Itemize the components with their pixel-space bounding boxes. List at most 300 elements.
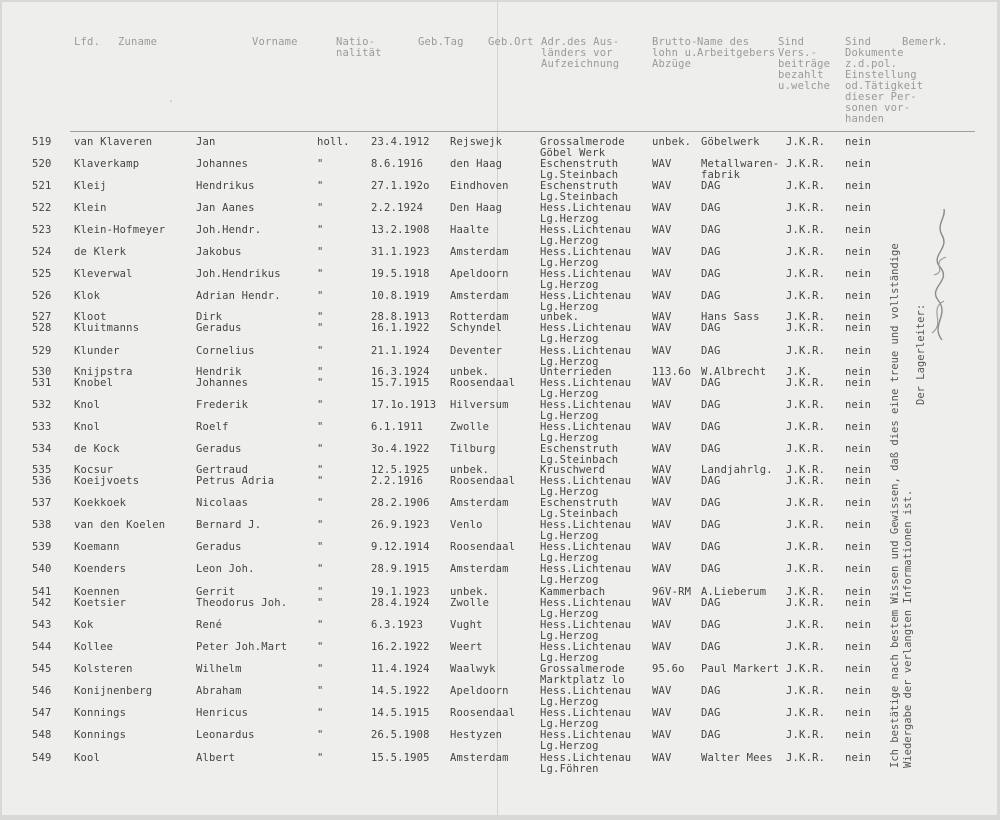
- gross-wage: WAV: [652, 497, 672, 509]
- documents-available: nein: [845, 366, 872, 378]
- address-line: Hess.Lichtenau: [540, 224, 632, 236]
- insurance-contributions: J.K.R.: [786, 464, 826, 476]
- insurance-contributions: J.K.R.: [786, 180, 826, 192]
- documents-available: nein: [845, 586, 872, 598]
- gross-wage: 95.6o: [652, 663, 685, 675]
- birth-place: Zwolle: [450, 421, 490, 433]
- address-line: Hess.Lichtenau: [540, 541, 632, 553]
- gross-wage: WAV: [652, 563, 672, 575]
- row-number: 542: [32, 597, 52, 609]
- surname: Koeijvoets: [74, 475, 140, 487]
- address-line: Hess.Lichtenau: [540, 475, 632, 487]
- address-line: Lg.Steinbach: [540, 169, 619, 181]
- documents-available: nein: [845, 685, 872, 697]
- birth-date: 19.1.1923: [371, 586, 430, 598]
- surname: van den Koelen: [74, 519, 166, 531]
- given-name: René: [196, 619, 223, 631]
- birth-place: Roosendaal: [450, 475, 516, 487]
- address-line: unbek.: [540, 311, 580, 323]
- insurance-contributions: J.K.R.: [786, 322, 826, 334]
- nationality: ": [317, 311, 324, 323]
- nationality: ": [317, 345, 324, 357]
- gross-wage: WAV: [652, 180, 672, 192]
- given-name: Hendrikus: [196, 180, 255, 192]
- address-line: Hess.Lichtenau: [540, 290, 632, 302]
- surname: de Kock: [74, 443, 120, 455]
- address-line: Hess.Lichtenau: [540, 597, 632, 609]
- surname: Kloot: [74, 311, 107, 323]
- given-name: Roelf: [196, 421, 229, 433]
- documents-available: nein: [845, 464, 872, 476]
- insurance-contributions: J.K.R.: [786, 729, 826, 741]
- surname: Kleij: [74, 180, 107, 192]
- gross-wage: 113.6o: [652, 366, 692, 378]
- birth-date: 16.1.1922: [371, 322, 430, 334]
- gross-wage: WAV: [652, 597, 672, 609]
- documents-available: nein: [845, 519, 872, 531]
- gross-wage: WAV: [652, 158, 672, 170]
- row-number: 541: [32, 586, 52, 598]
- surname: Klok: [74, 290, 101, 302]
- nationality: ": [317, 377, 324, 389]
- documents-available: nein: [845, 399, 872, 411]
- address-line: Eschenstruth: [540, 158, 619, 170]
- surname: Kocsur: [74, 464, 114, 476]
- birth-date: 23.4.1912: [371, 136, 430, 148]
- nationality: ": [317, 729, 324, 741]
- employer-line: DAG: [701, 345, 721, 357]
- given-name: Leonardus: [196, 729, 255, 741]
- gross-wage: WAV: [652, 399, 672, 411]
- gross-wage: WAV: [652, 752, 672, 764]
- address-line: Hess.Lichtenau: [540, 345, 632, 357]
- address-line: Lg.Herzog: [540, 630, 599, 642]
- address-line: Hess.Lichtenau: [540, 377, 632, 389]
- header-bemerkungen: Bemerk.: [902, 36, 948, 48]
- employer-line: DAG: [701, 246, 721, 258]
- birth-place: Amsterdam: [450, 246, 509, 258]
- surname: Koenders: [74, 563, 127, 575]
- header-brutto: Brutto- lohn u. Abzüge: [652, 36, 698, 70]
- address-line: Hess.Lichtenau: [540, 322, 632, 334]
- employer-line: DAG: [701, 377, 721, 389]
- row-number: 527: [32, 311, 52, 323]
- employer-line: Landjahrlg.: [701, 464, 773, 476]
- insurance-contributions: J.K.R.: [786, 268, 826, 280]
- surname: Knijpstra: [74, 366, 133, 378]
- gross-wage: WAV: [652, 729, 672, 741]
- address-line: Lg.Herzog: [540, 235, 599, 247]
- gross-wage: WAV: [652, 685, 672, 697]
- birth-place: unbek.: [450, 586, 490, 598]
- birth-date: 31.1.1923: [371, 246, 430, 258]
- nationality: ": [317, 586, 324, 598]
- documents-available: nein: [845, 475, 872, 487]
- address-line: Lg.Herzog: [540, 279, 599, 291]
- gross-wage: WAV: [652, 443, 672, 455]
- nationality: ": [317, 290, 324, 302]
- insurance-contributions: J.K.R.: [786, 563, 826, 575]
- row-number: 543: [32, 619, 52, 631]
- header-arbeitgeber: Name des Arbeitgebers: [697, 36, 776, 59]
- surname: Kolsteren: [74, 663, 133, 675]
- birth-date: 26.5.1908: [371, 729, 430, 741]
- address-line: Lg.Föhren: [540, 763, 599, 775]
- documents-available: nein: [845, 707, 872, 719]
- gross-wage: WAV: [652, 202, 672, 214]
- documents-available: nein: [845, 443, 872, 455]
- row-number: 537: [32, 497, 52, 509]
- address-line: Hess.Lichtenau: [540, 246, 632, 258]
- insurance-contributions: J.K.R.: [786, 519, 826, 531]
- row-number: 525: [32, 268, 52, 280]
- address-line: Lg.Herzog: [540, 552, 599, 564]
- given-name: Joh.Hendrikus: [196, 268, 281, 280]
- nationality: ": [317, 246, 324, 258]
- address-line: Hess.Lichtenau: [540, 268, 632, 280]
- gross-wage: WAV: [652, 268, 672, 280]
- stray-mark: ·: [168, 96, 175, 108]
- documents-available: nein: [845, 729, 872, 741]
- row-number: 540: [32, 563, 52, 575]
- header-name: Zuname: [118, 36, 158, 48]
- birth-date: 14.5.1915: [371, 707, 430, 719]
- documents-available: nein: [845, 421, 872, 433]
- employer-line: Walter Mees: [701, 752, 773, 764]
- birth-place: unbek.: [450, 366, 490, 378]
- header-dokumente: Sind Dokumente z.d.pol. Einstellung od.Tätigkeit dieser Per- sonen vor- handen: [845, 36, 924, 125]
- employer-line: DAG: [701, 399, 721, 411]
- birth-place: Apeldoorn: [450, 685, 509, 697]
- gross-wage: 96V-RM: [652, 586, 692, 598]
- certification-text: [889, 243, 915, 768]
- address-line: Lg.Herzog: [540, 718, 599, 730]
- gross-wage: unbek.: [652, 136, 692, 148]
- documents-available: nein: [845, 541, 872, 553]
- given-name: Johannes: [196, 158, 249, 170]
- surname: Klein-Hofmeyer: [74, 224, 166, 236]
- address-line: Eschenstruth: [540, 443, 619, 455]
- birth-date: 21.1.1924: [371, 345, 430, 357]
- nationality: ": [317, 541, 324, 553]
- gross-wage: WAV: [652, 377, 672, 389]
- address-line: Lg.Herzog: [540, 410, 599, 422]
- birth-place: Weert: [450, 641, 483, 653]
- gross-wage: WAV: [652, 707, 672, 719]
- row-number: 547: [32, 707, 52, 719]
- birth-place: Vught: [450, 619, 483, 631]
- surname: Knobel: [74, 377, 114, 389]
- address-line: Kruschwerd: [540, 464, 606, 476]
- documents-available: nein: [845, 619, 872, 631]
- birth-date: 2.2.1916: [371, 475, 424, 487]
- employer-line: Paul Markert: [701, 663, 780, 675]
- nationality: ": [317, 158, 324, 170]
- nationality: ": [317, 366, 324, 378]
- address-line: Hess.Lichtenau: [540, 729, 632, 741]
- address-line: Lg.Herzog: [540, 333, 599, 345]
- address-line: Hess.Lichtenau: [540, 707, 632, 719]
- employer-line: Hans Sass: [701, 311, 760, 323]
- given-name: Jan: [196, 136, 216, 148]
- documents-available: nein: [845, 597, 872, 609]
- address-line: Hess.Lichtenau: [540, 563, 632, 575]
- certification-line-2: Wiedergabe der verlangten Informationen ist.: [902, 489, 914, 768]
- birth-place: Apeldoorn: [450, 268, 509, 280]
- header-geb-tag: Geb.Tag: [418, 36, 464, 48]
- given-name: Hendrik: [196, 366, 242, 378]
- surname: Knol: [74, 421, 101, 433]
- address-line: Hess.Lichtenau: [540, 685, 632, 697]
- insurance-contributions: J.K.R.: [786, 663, 826, 675]
- birth-date: 9.12.1914: [371, 541, 430, 553]
- birth-date: 27.1.192o: [371, 180, 430, 192]
- row-number: 520: [32, 158, 52, 170]
- address-line: Unterrieden: [540, 366, 612, 378]
- birth-place: Schyndel: [450, 322, 503, 334]
- given-name: Theodorus Joh.: [196, 597, 288, 609]
- birth-place: den Haag: [450, 158, 503, 170]
- row-number: 534: [32, 443, 52, 455]
- insurance-contributions: J.K.R.: [786, 586, 826, 598]
- employer-line: DAG: [701, 597, 721, 609]
- address-line: Hess.Lichtenau: [540, 421, 632, 433]
- surname: Kollee: [74, 641, 114, 653]
- documents-available: nein: [845, 311, 872, 323]
- documents-available: nein: [845, 497, 872, 509]
- nationality: ": [317, 619, 324, 631]
- employer-line: fabrik: [701, 169, 741, 181]
- insurance-contributions: J.K.R.: [786, 136, 826, 148]
- employer-line: DAG: [701, 707, 721, 719]
- row-number: 526: [32, 290, 52, 302]
- gross-wage: WAV: [652, 641, 672, 653]
- gross-wage: WAV: [652, 246, 672, 258]
- documents-available: nein: [845, 663, 872, 675]
- birth-date: 28.9.1915: [371, 563, 430, 575]
- given-name: Johannes: [196, 377, 249, 389]
- insurance-contributions: J.K.: [786, 366, 813, 378]
- documents-available: nein: [845, 322, 872, 334]
- insurance-contributions: J.K.R.: [786, 158, 826, 170]
- surname: van Klaveren: [74, 136, 153, 148]
- birth-date: 12.5.1925: [371, 464, 430, 476]
- given-name: Joh.Hendr.: [196, 224, 262, 236]
- nationality: ": [317, 707, 324, 719]
- insurance-contributions: J.K.R.: [786, 246, 826, 258]
- gross-wage: WAV: [652, 290, 672, 302]
- surname: Konnings: [74, 729, 127, 741]
- surname: Klaverkamp: [74, 158, 140, 170]
- nationality: ": [317, 663, 324, 675]
- birth-place: Haalte: [450, 224, 490, 236]
- address-line: Lg.Herzog: [540, 301, 599, 313]
- birth-place: Deventer: [450, 345, 503, 357]
- surname: Kleverwal: [74, 268, 133, 280]
- insurance-contributions: J.K.R.: [786, 290, 826, 302]
- given-name: Albert: [196, 752, 236, 764]
- birth-date: 17.1o.1913: [371, 399, 437, 411]
- birth-date: 13.2.1908: [371, 224, 430, 236]
- address-line: Lg.Herzog: [540, 356, 599, 368]
- birth-place: Rejswejk: [450, 136, 503, 148]
- documents-available: nein: [845, 224, 872, 236]
- nationality: ": [317, 597, 324, 609]
- nationality: ": [317, 322, 324, 334]
- birth-place: Amsterdam: [450, 290, 509, 302]
- surname: Koennen: [74, 586, 120, 598]
- birth-date: 6.1.1911: [371, 421, 424, 433]
- given-name: Henricus: [196, 707, 249, 719]
- address-line: Grossalmerode: [540, 136, 625, 148]
- surname: Kool: [74, 752, 101, 764]
- given-name: Geradus: [196, 322, 242, 334]
- documents-available: nein: [845, 180, 872, 192]
- surname: Koemann: [74, 541, 120, 553]
- insurance-contributions: J.K.R.: [786, 597, 826, 609]
- row-number: 519: [32, 136, 52, 148]
- row-number: 544: [32, 641, 52, 653]
- row-number: 522: [32, 202, 52, 214]
- employer-line: DAG: [701, 497, 721, 509]
- given-name: Nicolaas: [196, 497, 249, 509]
- insurance-contributions: J.K.R.: [786, 399, 826, 411]
- birth-place: Eindhoven: [450, 180, 509, 192]
- employer-line: DAG: [701, 180, 721, 192]
- row-number: 531: [32, 377, 52, 389]
- row-number: 530: [32, 366, 52, 378]
- signer-label: Der Lagerleiter:: [915, 303, 927, 405]
- birth-place: Rotterdam: [450, 311, 509, 323]
- gross-wage: WAV: [652, 322, 672, 334]
- gross-wage: WAV: [652, 421, 672, 433]
- header-nationalitaet: Natio- nalität: [336, 36, 382, 59]
- address-line: Lg.Herzog: [540, 530, 599, 542]
- nationality: ": [317, 497, 324, 509]
- row-number: 533: [32, 421, 52, 433]
- employer-line: A.Lieberum: [701, 586, 767, 598]
- birth-date: 15.7.1915: [371, 377, 430, 389]
- documents-available: nein: [845, 158, 872, 170]
- row-number: 528: [32, 322, 52, 334]
- given-name: Jan Aanes: [196, 202, 255, 214]
- birth-date: 28.2.1906: [371, 497, 430, 509]
- insurance-contributions: J.K.R.: [786, 311, 826, 323]
- nationality: ": [317, 563, 324, 575]
- insurance-contributions: J.K.R.: [786, 443, 826, 455]
- nationality: ": [317, 519, 324, 531]
- nationality: ": [317, 641, 324, 653]
- address-line: Kammerbach: [540, 586, 606, 598]
- address-line: Hess.Lichtenau: [540, 519, 632, 531]
- birth-date: 3o.4.1922: [371, 443, 430, 455]
- surname: de Klerk: [74, 246, 127, 258]
- insurance-contributions: J.K.R.: [786, 707, 826, 719]
- nationality: ": [317, 443, 324, 455]
- surname: Koekkoek: [74, 497, 127, 509]
- given-name: Geradus: [196, 541, 242, 553]
- birth-date: 8.6.1916: [371, 158, 424, 170]
- given-name: Gertraud: [196, 464, 249, 476]
- given-name: Adrian Hendr.: [196, 290, 281, 302]
- birth-place: Amsterdam: [450, 497, 509, 509]
- row-number: 529: [32, 345, 52, 357]
- birth-place: Roosendaal: [450, 707, 516, 719]
- birth-date: 15.5.1905: [371, 752, 430, 764]
- employer-line: DAG: [701, 202, 721, 214]
- address-line: Lg.Herzog: [540, 740, 599, 752]
- row-number: 535: [32, 464, 52, 476]
- row-number: 538: [32, 519, 52, 531]
- birth-place: Tilburg: [450, 443, 496, 455]
- surname: Klein: [74, 202, 107, 214]
- nationality: ": [317, 399, 324, 411]
- header-beitraege: Sind Vers.- beiträge bezahlt u.welche: [778, 36, 831, 92]
- employer-line: DAG: [701, 290, 721, 302]
- header-adresse: Adr.des Aus- länders vor Aufzeichnung: [541, 36, 620, 70]
- birth-date: 28.8.1913: [371, 311, 430, 323]
- gross-wage: WAV: [652, 464, 672, 476]
- nationality: ": [317, 421, 324, 433]
- insurance-contributions: J.K.R.: [786, 377, 826, 389]
- nationality: ": [317, 180, 324, 192]
- given-name: Petrus Adria: [196, 475, 275, 487]
- row-number: 546: [32, 685, 52, 697]
- gross-wage: WAV: [652, 345, 672, 357]
- nationality: ": [317, 224, 324, 236]
- address-line: Göbel Werk: [540, 147, 606, 159]
- birth-date: 16.2.1922: [371, 641, 430, 653]
- insurance-contributions: J.K.R.: [786, 619, 826, 631]
- employer-line: DAG: [701, 519, 721, 531]
- employer-line: Metallwaren-: [701, 158, 780, 170]
- birth-date: 16.3.1924: [371, 366, 430, 378]
- birth-date: 10.8.1919: [371, 290, 430, 302]
- nationality: holl.: [317, 136, 350, 148]
- employer-line: DAG: [701, 619, 721, 631]
- employer-line: DAG: [701, 541, 721, 553]
- insurance-contributions: J.K.R.: [786, 685, 826, 697]
- row-number: 532: [32, 399, 52, 411]
- employer-line: DAG: [701, 685, 721, 697]
- row-number: 539: [32, 541, 52, 553]
- insurance-contributions: J.K.R.: [786, 641, 826, 653]
- insurance-contributions: J.K.R.: [786, 752, 826, 764]
- given-name: Cornelius: [196, 345, 255, 357]
- surname: Klunder: [74, 345, 120, 357]
- header-geb-ort: Geb.Ort: [488, 36, 534, 48]
- insurance-contributions: J.K.R.: [786, 475, 826, 487]
- employer-line: DAG: [701, 224, 721, 236]
- given-name: Frederik: [196, 399, 249, 411]
- given-name: Wilhelm: [196, 663, 242, 675]
- given-name: Peter Joh.Mart: [196, 641, 288, 653]
- row-number: 549: [32, 752, 52, 764]
- employer-line: W.Albrecht: [701, 366, 767, 378]
- documents-available: nein: [845, 377, 872, 389]
- header-nr: Lfd.: [74, 36, 101, 48]
- employer-line: DAG: [701, 641, 721, 653]
- documents-available: nein: [845, 136, 872, 148]
- address-line: Eschenstruth: [540, 180, 619, 192]
- address-line: Lg.Herzog: [540, 388, 599, 400]
- gross-wage: WAV: [652, 619, 672, 631]
- employer-line: DAG: [701, 443, 721, 455]
- documents-available: nein: [845, 290, 872, 302]
- gross-wage: WAV: [652, 224, 672, 236]
- given-name: Bernard J.: [196, 519, 262, 531]
- row-number: 521: [32, 180, 52, 192]
